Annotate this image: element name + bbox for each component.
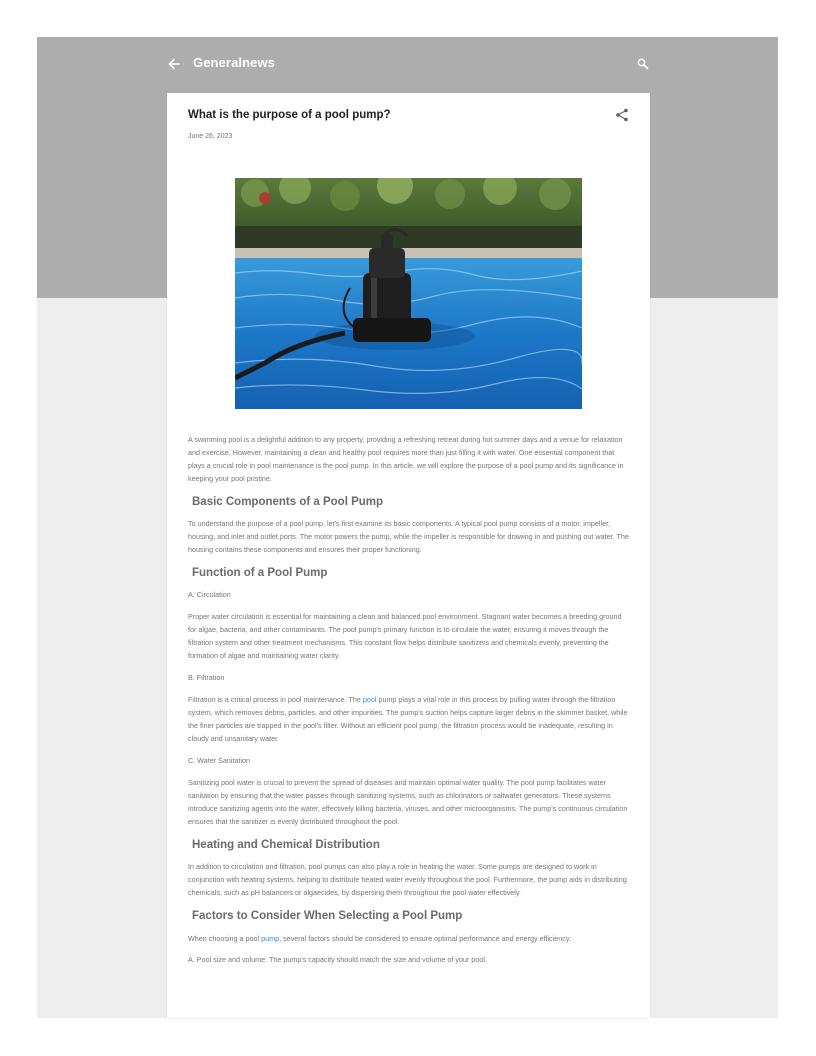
filtration-text-end: pump plays a vital role in this process by pulling water through the filtration system, which removes debris, particles, and other impurities. The pump's suction helps capture larger debris in the skimmer basket, while the finer particles are trapped in the pool's filter. Without an efficient pool pump, the filtration process would be inadequate, resulting in cloudy and unsanitary water. [188, 695, 628, 743]
pump-link[interactable]: pump [261, 934, 280, 943]
heading-heating: Heating and Chemical Distribution [192, 839, 380, 851]
post-date: June 26, 2023 [188, 133, 233, 140]
arrow-left-icon [167, 54, 181, 74]
pool-pump-photo [235, 178, 582, 409]
heating-paragraph: In addition to circulation and filtration, pool pumps can also play a role in heating the water. Some pumps are designed to work in conjunction with heating systems, helping to distribute heated water evenly throughout the pool. Furthermore, the pump aids in distributing chemicals, such as pH balancers or algaecides, by dispersing them throughout the pool water effectively. [188, 862, 627, 897]
circulation-paragraph: Proper water circulation is essential for maintaining a clean and balanced pool environment. Stagnant water becomes a breeding ground for algae, bacteria, and other contaminants. The pool pump's primary function is to circulate the water, ensuring it moves through the filtration system and other treatment mechanisms. This constant flow helps distribute sanitizers and chemicals evenly, preventing the formation of algae and maintaining water clarity. [188, 612, 622, 660]
share-icon [614, 107, 630, 123]
filtration-paragraph [188, 693, 630, 745]
factor-item-pool-size: A. Pool size and volume: The pump's capacity should match the size and volume of your pool. [188, 955, 487, 964]
post-card [167, 93, 650, 1018]
factors-text-end: , several factors should be considered to ensure optimal performance and energy efficiency: [279, 934, 572, 943]
heading-function: Function of a Pool Pump [192, 567, 328, 579]
heading-basic-components: Basic Components of a Pool Pump [192, 496, 384, 508]
filtration-text-start: Filtration is a critical process in pool maintenance. The [188, 695, 363, 704]
pool-link[interactable]: pool [362, 695, 377, 704]
factors-intro-paragraph [188, 932, 630, 945]
search-button[interactable] [636, 56, 650, 72]
sanitation-paragraph: Sanitizing pool water is crucial to prevent the spread of diseases and maintain optimal water quality. The pool pump facilitates water sanitation by ensuring that the water passes through sanitizing systems, such as chlorinators or saltwater generators. These systems introduce sanitizing agents into the water, effectively killing bacteria, viruses, and other microorganisms. The pump's continuous circulation ensures that the sanitizer is evenly distributed throughout the pool. [188, 778, 628, 826]
blog-title[interactable]: Generalnews [193, 55, 276, 70]
hero-image [235, 178, 582, 409]
basic-components-paragraph: To understand the purpose of a pool pump, let's first examine its basic components. A typical pool pump consists of a motor, impeller, housing, and inlet and outlet ports. The motor powers the pump, while the impeller is responsible for drawing in and pushing out water. The housing contains these components and ensures their proper functioning. [188, 519, 629, 554]
top-bar [167, 50, 650, 78]
heading-factors: Factors to Consider When Selecting a Pool Pump [192, 910, 463, 922]
post-title: What is the purpose of a pool pump? [188, 109, 391, 121]
subheading-filtration: B. Filtration [188, 673, 225, 682]
post-body [188, 433, 630, 966]
subheading-circulation: A. Circulation [188, 590, 231, 599]
subheading-water-sanitation: C. Water Sanitation [188, 756, 251, 765]
back-button[interactable] [167, 54, 181, 74]
factors-text-start: When choosing a pool [188, 934, 262, 943]
search-icon [636, 56, 650, 72]
intro-paragraph: A swimming pool is a delightful addition to any property, providing a refreshing retreat during hot summer days and a venue for relaxation and exercise. However, maintaining a clean and healthy pool requires more than just filling it with water. One essential component that plays a crucial role in pool maintenance is the pool pump. In this article, we will explore the purpose of a pool pump and its significance in keeping your pool pristine. [188, 435, 624, 483]
share-button[interactable] [614, 107, 630, 123]
